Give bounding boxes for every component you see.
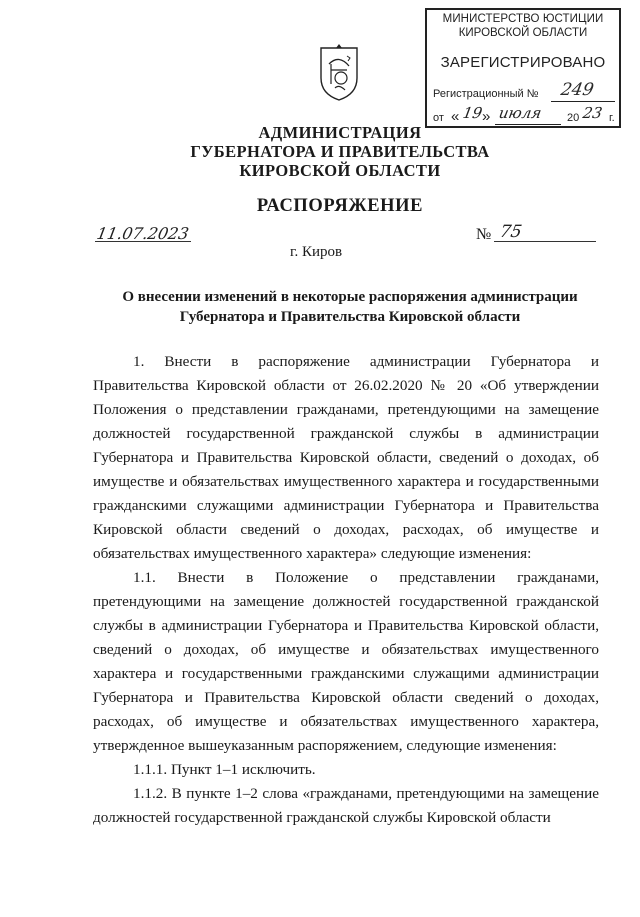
stamp-year-prefix: 20 <box>567 112 580 124</box>
document-date: 11.07.2023 <box>95 224 191 243</box>
registration-stamp <box>425 8 621 128</box>
document-body <box>93 350 599 830</box>
stamp-status: ЗАРЕГИСТРИРОВАНО <box>440 54 606 71</box>
document-type: РАСПОРЯЖЕНИЕ <box>256 196 424 216</box>
stamp-ministry-line: МИНИСТЕРСТВО ЮСТИЦИИ <box>442 13 604 25</box>
stamp-quote-close: » <box>482 108 491 125</box>
stamp-reg-number: 249 <box>559 80 596 100</box>
number-underline <box>494 241 596 242</box>
paragraph-1-1: 1.1. Внести в Положение о представлении гражданами, претендующими на замещение должностей государственной гражданской службы в администрации Губернатора и Правительства Кировской области, сведений о доходах, об имуществе и обязательствах имущественного характера и государственными гражданскими служащими администрации Губернатора и Правительства Кировской области сведений о доходах, расходах, об имуществе и обязательствах имущественного характера, утвержденное вышеуказанным распоряжением, следующие изменения: <box>93 569 599 754</box>
stamp-region-line: КИРОВСКОЙ ОБЛАСТИ <box>458 27 588 39</box>
authority-name-line1: АДМИНИСТРАЦИЯ <box>258 123 422 142</box>
stamp-reg-underline <box>551 101 615 102</box>
stamp-date-day: 19 <box>461 104 484 122</box>
document-title <box>95 287 605 327</box>
stamp-reg-label: Регистрационный № <box>433 88 539 100</box>
document-number: 75 <box>498 222 524 242</box>
paragraph-1-1-2: 1.1.2. В пункте 1–2 слова «гражданами, претендующими на замещение должностей государственной гражданской службы Кировской области <box>93 785 599 826</box>
paragraph-1-1-1: 1.1.1. Пункт 1–1 исключить. <box>133 761 316 778</box>
number-sign: № <box>476 226 492 243</box>
city: г. Киров <box>290 244 343 260</box>
paragraph-1: 1. Внести в распоряжение администрации Губернатора и Правительства Кировской области от 26.02.2020 № 20 «Об утверждении Положения о представлении гражданами, претендующими на замещение должностей государственной гражданской службы в администрации Губернатора и Правительства Кировской области, сведений о доходах, об имуществе и обязательствах имущественного характера и государственными гражданскими служащими администрации Губернатора и Правительства Кировской области сведений о доходах, расходах, об имуществе и обязательствах имущественного характера» следующие изменения: <box>93 353 599 562</box>
stamp-date-prefix: от <box>433 112 444 124</box>
stamp-quote-open: « <box>451 108 460 125</box>
title-line1: О внесении изменений в некоторые распоряжения администрации <box>122 289 578 305</box>
stamp-year-end: г. <box>609 112 615 124</box>
stamp-year-suffix: 23 <box>581 104 604 122</box>
coat-of-arms-icon <box>317 44 361 102</box>
authority-name-line3: КИРОВСКОЙ ОБЛАСТИ <box>239 161 441 180</box>
title-line2: Губернатора и Правительства Кировской области <box>179 309 521 325</box>
stamp-date-month: июля <box>497 104 543 122</box>
date-underline <box>95 241 191 242</box>
authority-name-line2: ГУБЕРНАТОРА И ПРАВИТЕЛЬСТВА <box>190 142 490 161</box>
